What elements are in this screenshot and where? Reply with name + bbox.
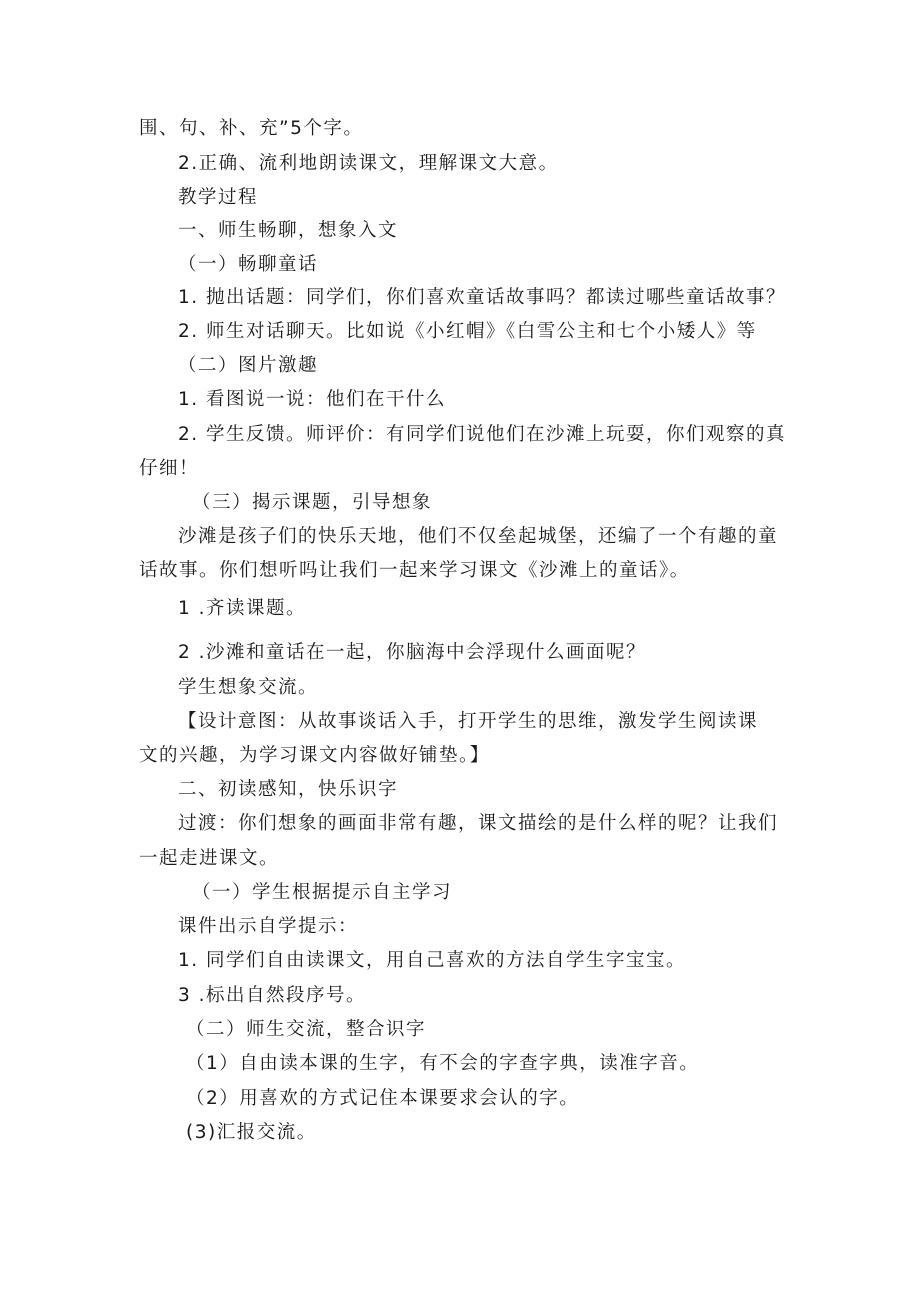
text-line: 学生想象交流。	[178, 677, 319, 698]
text-line: （三）揭示课题，引导想象	[192, 492, 433, 513]
text-line: 过渡：你们想象的画面非常有趣，课文描绘的是什么样的呢？让我们	[178, 813, 779, 834]
text-line: 【设计意图：从故事谈话入手，打开学生的思维，激发学生阅读课	[178, 711, 759, 732]
text-line: 一起走进课文。	[139, 848, 280, 869]
text-line: （2）用喜欢的方式记住本课要求会认的字。	[186, 1088, 580, 1109]
text-line: 1. 同学们自由读课文，用自己喜欢的方法自学生字宝宝。	[178, 950, 687, 971]
text-line: （二）图片激趣	[178, 355, 319, 376]
text-line: 一、师生畅聊，想象入文	[178, 220, 399, 241]
text-line: （一）畅聊童话	[178, 254, 319, 275]
text-line: （一）学生根据提示自主学习	[192, 882, 453, 903]
text-line: (3)汇报交流。	[186, 1122, 317, 1143]
text-line: 1. 看图说一说：他们在干什么	[178, 389, 447, 410]
text-line: 2.正确、流利地朗读课文，理解课文大意。	[178, 153, 559, 174]
text-line: 课件出示自学提示：	[178, 916, 359, 937]
text-line: 3 .标出自然段序号。	[178, 985, 367, 1006]
text-line: 1 .齐读课题。	[178, 598, 307, 619]
text-line: 二、初读感知，快乐识字	[178, 779, 399, 800]
text-line: 仔细！	[139, 458, 200, 479]
text-line: 围、句、补、充”5个字。	[139, 118, 364, 139]
text-line: 1. 抛出话题：同学们，你们喜欢童话故事吗？都读过哪些童话故事？	[178, 287, 787, 308]
text-line: 话故事。你们想听吗让我们一起来学习课文《沙滩上的童话》。	[139, 560, 690, 581]
text-line: 沙滩是孩子们的快乐天地，他们不仅垒起城堡，还编了一个有趣的童	[178, 526, 779, 547]
text-line: 2. 学生反馈。师评价：有同学们说他们在沙滩上玩耍，你们观察的真	[178, 424, 787, 445]
text-line: 文的兴趣，为学习课文内容做好铺垫。】	[139, 745, 490, 766]
text-line: （二）师生交流，整合识字	[186, 1019, 427, 1040]
text-line: 2 .沙滩和童话在一起，你脑海中会浮现什么画面呢？	[178, 642, 647, 663]
text-line: （1）自由读本课的生字，有不会的字查字典，读准字音。	[186, 1053, 700, 1074]
text-line: 教学过程	[178, 187, 259, 208]
text-line: 2. 师生对话聊天。比如说《小红帽》《白雪公主和七个小矮人》等	[178, 321, 757, 342]
